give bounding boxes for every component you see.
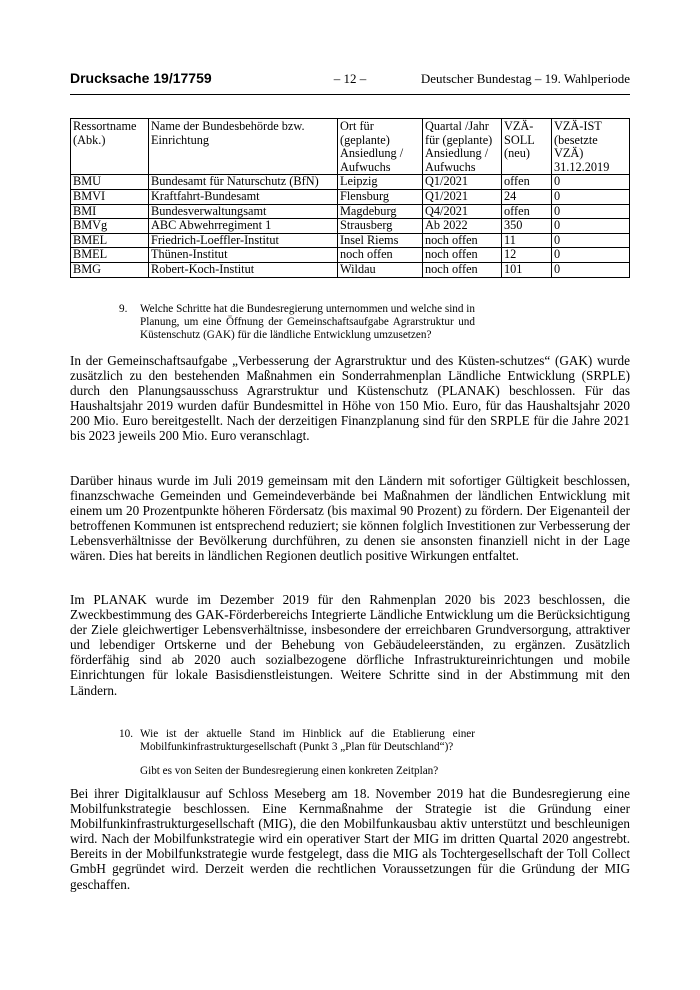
question-9 <box>119 303 475 343</box>
table-row <box>71 175 630 190</box>
table-cell: 12 <box>502 248 552 263</box>
table-cell: Friedrich-Loeffler-Institut <box>149 233 338 248</box>
column-header: Ressortname (Abk.) <box>71 119 149 175</box>
table-cell: Insel Riems <box>338 233 423 248</box>
document-number-prefix: Drucksache 19/ <box>70 70 173 86</box>
column-header: Name der Bundesbehörde bzw. Einrichtung <box>149 119 338 175</box>
table-cell: Kraftfahrt-Bundesamt <box>149 189 338 204</box>
table-row <box>71 262 630 277</box>
table-cell: Q1/2021 <box>423 175 502 190</box>
column-header: Quartal /Jahr für (geplante) Ansiedlung / Aufwuchs <box>423 119 502 175</box>
table-cell: Leipzig <box>338 175 423 190</box>
table-cell: 0 <box>552 175 630 190</box>
table-cell: Bundesamt für Naturschutz (BfN) <box>149 175 338 190</box>
table-cell: BMVI <box>71 189 149 204</box>
table-cell: 11 <box>502 233 552 248</box>
table-cell: Q4/2021 <box>423 204 502 219</box>
table-row <box>71 248 630 263</box>
table-cell: BMEL <box>71 233 149 248</box>
table-cell: BMEL <box>71 248 149 263</box>
question-number: 9. <box>119 303 128 315</box>
table-cell: 0 <box>552 189 630 204</box>
table-cell: Ab 2022 <box>423 219 502 234</box>
answer-paragraph: Im PLANAK wurde im Dezember 2019 für den Rahmenplan 2020 bis 2023 beschlossen, die Zweckbestimmung des GAK-Förderbereichs Integrierte Ländliche Entwicklung um die Berücksichtigung der Ziele gleichwertiger Lebensverhältnisse, insbesondere der erreichbaren Grundversorgung, attraktiver und lebendiger Ortskerne und der Behebung von Gebäudeleerständen, zu ergänzen. Zusätzlich förderfähig sind ab 2020 auch sozialbezogene dörfliche Infrastruktureinrichtungen und mobile Einrichtungen für lokale Basisdienstleistungen. Weitere Schritte sind in der Abstimmung mit den Ländern. <box>70 592 630 698</box>
table-cell: ABC Abwehrregiment 1 <box>149 219 338 234</box>
table-row <box>71 233 630 248</box>
table-cell: 0 <box>552 219 630 234</box>
answer-paragraph: Bei ihrer Digitalklausur auf Schloss Meseberg am 18. November 2019 hat die Bundesregierung eine Mobilfunkstrategie beschlossen. Eine Kernmaßnahme der Strategie ist die Gründung einer Mobilfunkinfrastrukturgesellschaft (MIG), die den Mobilfunkausbau aktiv unterstützt und beschleunigen wird. Nach der Mobilfunkstrategie wird ein operativer Start der MIG im dritten Quartal 2020 angestrebt. Bereits in der Mobilfunkstrategie wurde festgelegt, dass die MIG als Tochtergesellschaft der Toll Collect GmbH gegründet wird. Derzeit werden die rechtlichen Voraussetzungen für die Gründung der MIG geschaffen. <box>70 786 630 892</box>
table-cell: 0 <box>552 233 630 248</box>
page-number: – 12 – <box>333 71 367 86</box>
question-10 <box>119 728 475 754</box>
question-text: Welche Schritte hat die Bundesregierung unternommen und welche sind in Planung, um eine Öffnung der Gemeinschaftsaufgabe Agrarstruktur und Küstenschutz (GAK) für die ländliche Entwicklung umzusetzen? <box>140 303 475 342</box>
table-cell: 0 <box>552 262 630 277</box>
column-header: VZÄ-SOLL (neu) <box>502 119 552 175</box>
table-cell: BMU <box>71 175 149 190</box>
table-cell: BMVg <box>71 219 149 234</box>
answer-paragraph: Darüber hinaus wurde im Juli 2019 gemeinsam mit den Ländern mit sofortiger Gültigkeit beschlossen, finanzschwache Gemeinden und Gemeindeverbände bei Maßnahmen der ländlichen Entwicklung mit einem um 20 Prozentpunkte höheren Fördersatz (bis maximal 90 Prozent) zu fördern. Der Eigenanteil der betroffenen Kommunen ist entsprechend reduziert; sie können folglich Investitionen zur Verbesserung der Lebensverhältnisse der Bevölkerung durchführen, zu denen sie ansonsten finanziell nicht in der Lage wären. Dies hat bereits in ländlichen Regionen deutlich positive Wirkungen entfaltet. <box>70 473 630 564</box>
table-cell: 0 <box>552 204 630 219</box>
table-cell: offen <box>502 204 552 219</box>
question-text: Wie ist der aktuelle Stand im Hinblick auf die Etablierung einer Mobilfunkinfrastrukturgesellschaft (Punkt 3 „Plan für Deutschland“)? <box>140 728 475 754</box>
document-number-value: 17759 <box>172 70 212 86</box>
table-row <box>71 189 630 204</box>
page-header <box>70 70 630 95</box>
table-cell: 24 <box>502 189 552 204</box>
table-cell: Robert-Koch-Institut <box>149 262 338 277</box>
question-10-followup: Gibt es von Seiten der Bundesregierung einen konkreten Zeitplan? <box>140 765 439 777</box>
table-row <box>71 219 630 234</box>
table-cell: noch offen <box>423 233 502 248</box>
table-cell: Bundesverwaltungsamt <box>149 204 338 219</box>
table-cell: Strausberg <box>338 219 423 234</box>
table-row <box>71 204 630 219</box>
table-cell: noch offen <box>338 248 423 263</box>
header-publisher: Deutscher Bundestag – 19. Wahlperiode <box>420 71 630 86</box>
table-cell: offen <box>502 175 552 190</box>
table-cell: Flensburg <box>338 189 423 204</box>
authority-table <box>70 118 630 278</box>
column-header: Ort für (geplante) Ansiedlung / Aufwuchs <box>338 119 423 175</box>
table-header-row <box>71 119 630 175</box>
column-header: VZÄ-IST (besetzte VZÄ) 31.12.2019 <box>552 119 630 175</box>
table-cell: noch offen <box>423 248 502 263</box>
table-cell: BMG <box>71 262 149 277</box>
table-cell: Magdeburg <box>338 204 423 219</box>
table-cell: Thünen-Institut <box>149 248 338 263</box>
table-cell: BMI <box>71 204 149 219</box>
table-cell: 0 <box>552 248 630 263</box>
table-cell: 101 <box>502 262 552 277</box>
question-number: 10. <box>119 728 133 740</box>
table-cell: noch offen <box>423 262 502 277</box>
table-cell: 350 <box>502 219 552 234</box>
answer-paragraph: In der Gemeinschaftsaufgabe „Verbesserung der Agrarstruktur und des Küsten-schutzes“ (GAK) wurde zusätzlich zu den bestehenden Maßnahmen ein Sonderrahmenplan Ländliche Entwicklung (SRPLE) durch den Planungsausschuss Agrarstruktur und Küstenschutz (PLANAK) beschlossen. Für das Haushaltsjahr 2019 wurden dafür Bundesmittel in Höhe von 150 Mio. Euro, für das Haushaltsjahr 2020 200 Mio. Euro bereitgestellt. Nach der derzeitigen Finanzplanung sind für den SRPLE für die Jahre 2021 bis 2023 jeweils 200 Mio. Euro veranschlagt. <box>70 353 630 444</box>
table-cell: Wildau <box>338 262 423 277</box>
table-cell: Q1/2021 <box>423 189 502 204</box>
